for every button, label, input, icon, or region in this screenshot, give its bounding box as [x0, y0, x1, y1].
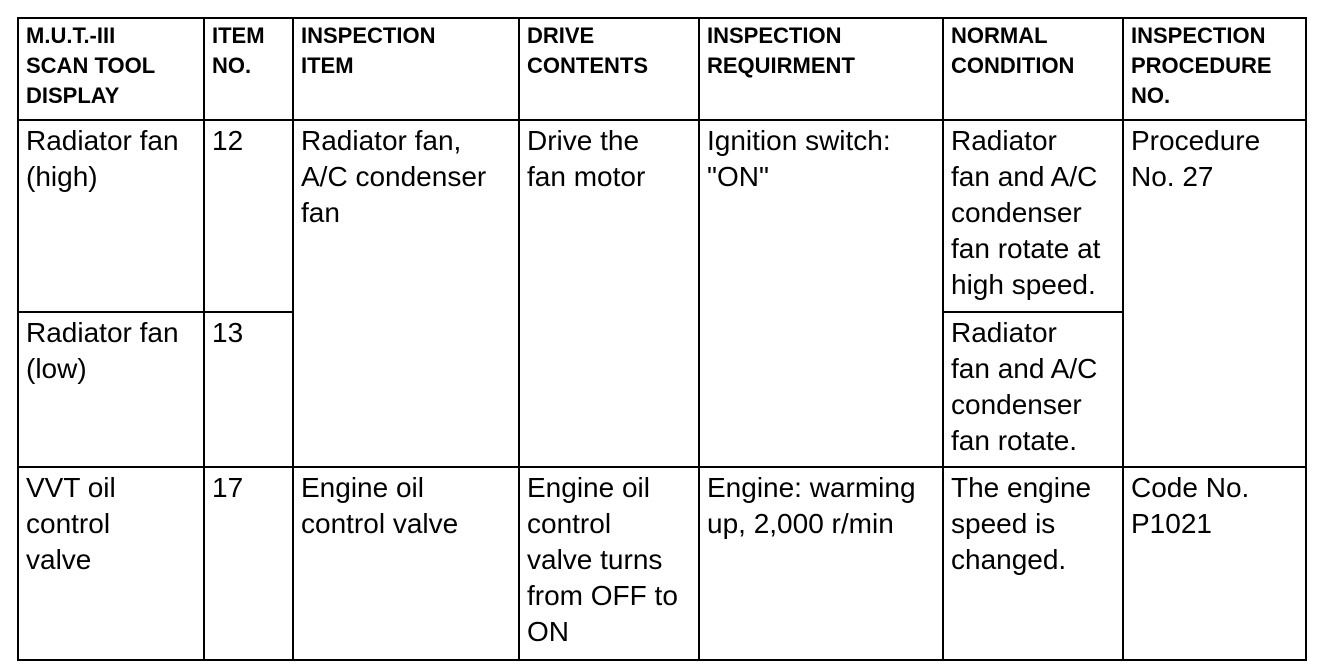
header-procedure-no: INSPECTION PROCEDURE NO.	[1123, 18, 1306, 120]
cell-drive-contents: Engine oil control valve turns from OFF to ON	[519, 467, 699, 660]
cell-item-no: 17	[204, 467, 293, 660]
cell-display: Radiator fan (low)	[18, 312, 204, 467]
cell-inspection-item: Engine oil control valve	[293, 467, 519, 660]
cell-inspection-requirement: Ignition switch: "ON"	[699, 120, 943, 467]
header-inspection-requirement: INSPECTION REQUIRMENT	[699, 18, 943, 120]
cell-normal-condition: Radiator fan and A/C condenser fan rotate at high speed.	[943, 120, 1123, 312]
header-item-no: ITEM NO.	[204, 18, 293, 120]
cell-normal-condition: The engine speed is changed.	[943, 467, 1123, 660]
cell-display: Radiator fan (high)	[18, 120, 204, 312]
cell-procedure-no: Procedure No. 27	[1123, 120, 1306, 467]
header-drive-contents: DRIVE CONTENTS	[519, 18, 699, 120]
cell-normal-condition: Radiator fan and A/C condenser fan rotate.	[943, 312, 1123, 467]
cell-procedure-no: Code No. P1021	[1123, 467, 1306, 660]
cell-item-no: 12	[204, 120, 293, 312]
header-normal-condition: NORMAL CONDITION	[943, 18, 1123, 120]
inspection-table	[17, 17, 1307, 661]
cell-inspection-item: Radiator fan, A/C condenser fan	[293, 120, 519, 467]
cell-drive-contents: Drive the fan motor	[519, 120, 699, 467]
cell-display: VVT oil control valve	[18, 467, 204, 660]
cell-inspection-requirement: Engine: warming up, 2,000 r/min	[699, 467, 943, 660]
header-inspection-item: INSPECTION ITEM	[293, 18, 519, 120]
table-row	[18, 120, 1306, 312]
cell-item-no: 13	[204, 312, 293, 467]
header-scan-tool-display: M.U.T.-III SCAN TOOL DISPLAY	[18, 18, 204, 120]
table-header-row	[18, 18, 1306, 120]
table-row	[18, 467, 1306, 660]
